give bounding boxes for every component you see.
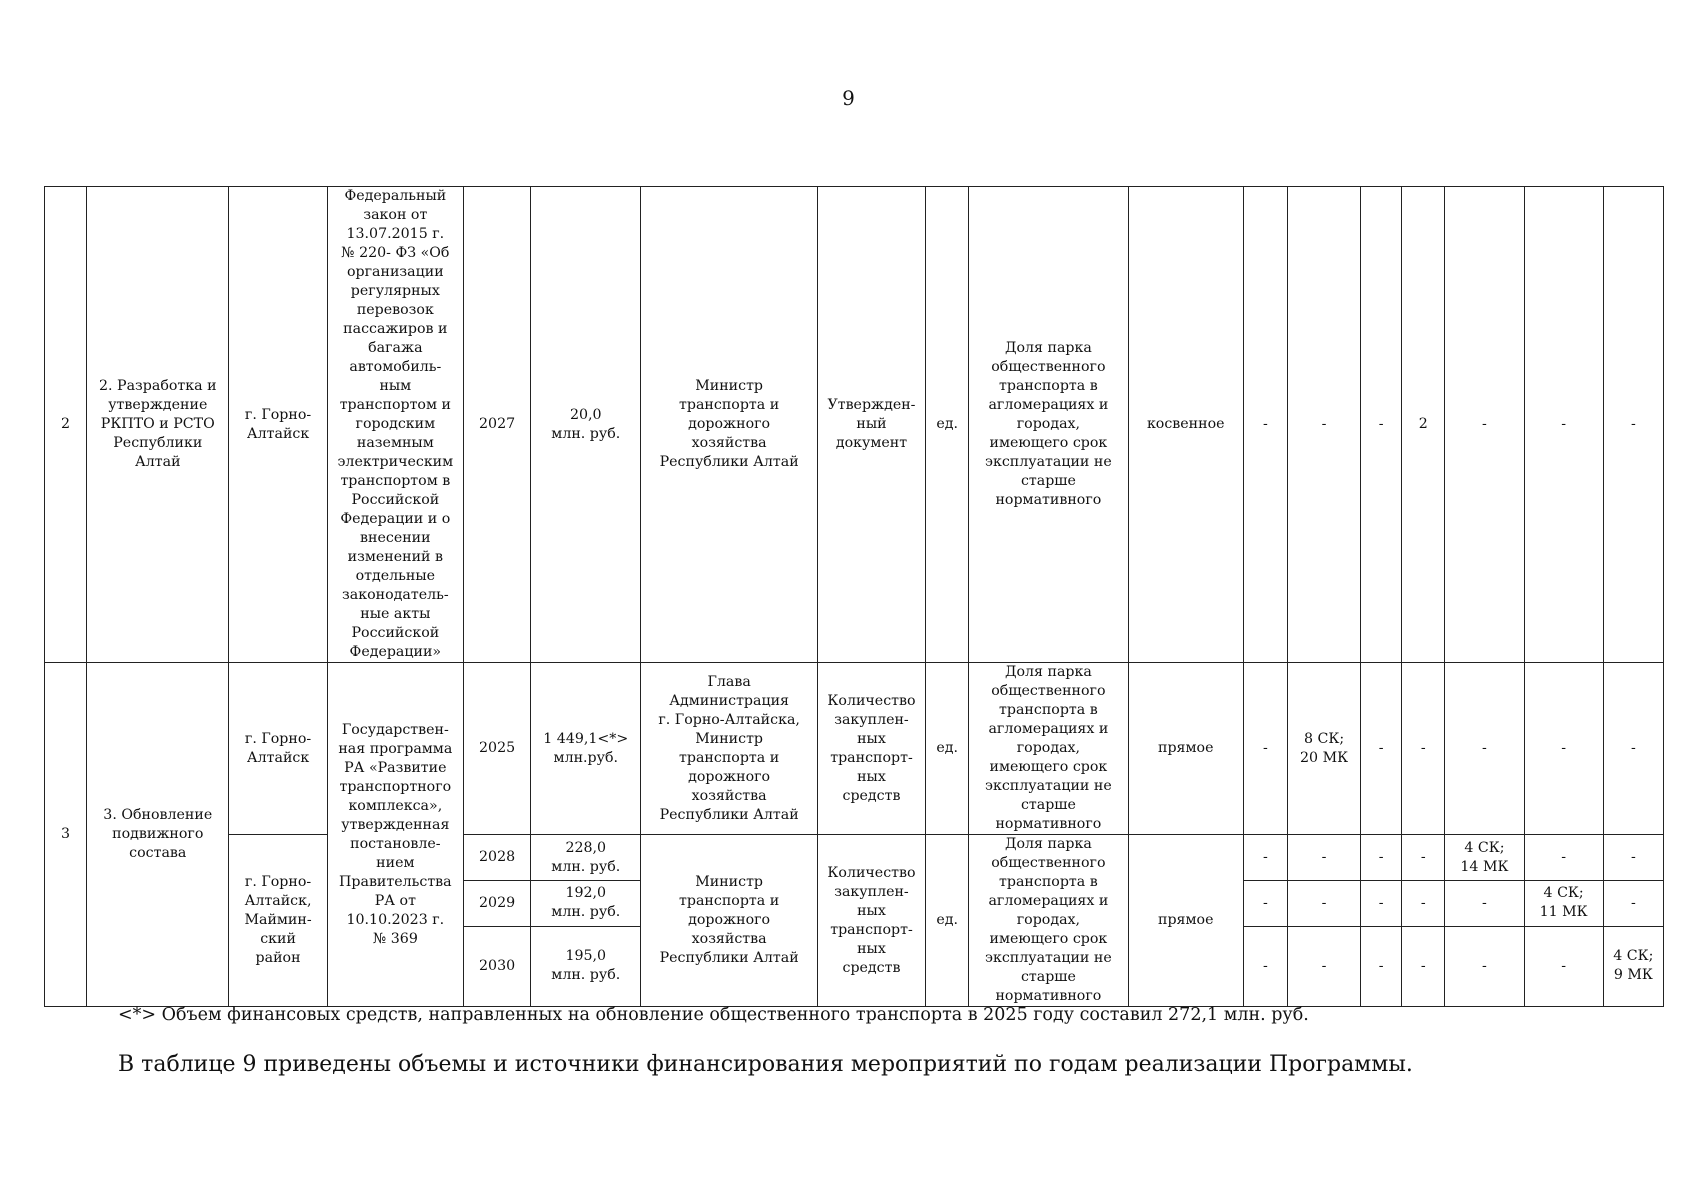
cell-value: - xyxy=(1524,663,1603,835)
cell-value: - xyxy=(1287,926,1360,1006)
cell-value: - xyxy=(1287,881,1360,926)
cell-year: 2025 xyxy=(464,663,531,835)
cell-value: - xyxy=(1402,926,1445,1006)
cell-value: - xyxy=(1287,187,1360,663)
cell-value: - xyxy=(1361,187,1402,663)
cell-value: - xyxy=(1361,835,1402,881)
cell-value: - xyxy=(1243,663,1287,835)
cell-value: - xyxy=(1603,663,1663,835)
measures-table xyxy=(44,186,1664,1007)
table-row xyxy=(45,835,1664,881)
cell-value: - xyxy=(1402,881,1445,926)
cell-value: - xyxy=(1603,881,1663,926)
cell-amount: 195,0 млн. руб. xyxy=(531,926,641,1006)
cell-effect: косвенное xyxy=(1128,187,1243,663)
cell-location: г. Горно- Алтайск, Маймин- ский район xyxy=(229,835,327,1007)
cell-value: - xyxy=(1243,881,1287,926)
cell-unit: ед. xyxy=(926,187,969,663)
cell-measure-name: 2. Разработка и утверждение РКПТО и РСТО Республики Алтай xyxy=(87,187,229,663)
cell-effect: прямое xyxy=(1128,663,1243,835)
page-number: 9 xyxy=(842,86,855,110)
cell-year: 2029 xyxy=(464,881,531,926)
cell-value: - xyxy=(1524,187,1603,663)
cell-value: - xyxy=(1361,926,1402,1006)
cell-legal-basis: Государствен- ная программа РА «Развитие транспортного комплекса», утвержденная постановле- нием Правительства РА от 10.10.2023 г. № 369 xyxy=(327,663,463,1007)
cell-value: 8 СК; 20 МК xyxy=(1287,663,1360,835)
cell-amount: 228,0 млн. руб. xyxy=(531,835,641,881)
cell-value: - xyxy=(1402,663,1445,835)
cell-value: - xyxy=(1287,835,1360,881)
cell-unit: ед. xyxy=(926,835,969,1007)
footnote: <*> Объем финансовых средств, направленных на обновление общественного транспорта в 2025 году составил 272,1 млн. руб. xyxy=(118,1005,1309,1025)
cell-value: - xyxy=(1603,187,1663,663)
cell-amount: 192,0 млн. руб. xyxy=(531,881,641,926)
cell-year: 2027 xyxy=(464,187,531,663)
cell-value: - xyxy=(1524,926,1603,1006)
cell-value: - xyxy=(1243,926,1287,1006)
cell-number: 3 xyxy=(45,663,87,1007)
cell-unit: ед. xyxy=(926,663,969,835)
cell-value: - xyxy=(1361,881,1402,926)
body-paragraph: В таблице 9 приведены объемы и источники финансирования мероприятий по годам реализации Программы. xyxy=(118,1052,1413,1077)
cell-indicator: Количество закуплен- ных транспорт- ных средств xyxy=(817,835,925,1007)
cell-value: - xyxy=(1524,835,1603,881)
cell-value: - xyxy=(1445,663,1524,835)
cell-value: - xyxy=(1361,663,1402,835)
cell-value: - xyxy=(1402,835,1445,881)
cell-responsible: Глава Администрация г. Горно-Алтайска, Министр транспорта и дорожного хозяйства Республики Алтай xyxy=(641,663,817,835)
cell-effect: прямое xyxy=(1128,835,1243,1007)
cell-value: 4 СК; 11 МК xyxy=(1524,881,1603,926)
cell-location: г. Горно- Алтайск xyxy=(229,663,327,835)
cell-value: 4 СК; 14 МК xyxy=(1445,835,1524,881)
cell-indicator: Утвержден- ный документ xyxy=(817,187,925,663)
cell-value: - xyxy=(1243,187,1287,663)
cell-target: Доля парка общественного транспорта в агломерациях и городах, имеющего срок эксплуатации не старше нормативного xyxy=(969,187,1128,663)
cell-responsible: Министр транспорта и дорожного хозяйства Республики Алтай xyxy=(641,187,817,663)
cell-measure-name: 3. Обновление подвижного состава xyxy=(87,663,229,1007)
cell-legal-basis: Федеральный закон от 13.07.2015 г. № 220- ФЗ «Об организации регулярных перевозок пассажиров и багажа автомобиль- ным транспортом и городским наземным электрическим транспортом в Российской Федерации и о внесении изменений в отдельные законодатель- ные акты Российской Федерации» xyxy=(327,187,463,663)
cell-value: 4 СК; 9 МК xyxy=(1603,926,1663,1006)
cell-value: - xyxy=(1603,835,1663,881)
cell-amount: 1 449,1<*> млн.руб. xyxy=(531,663,641,835)
cell-number: 2 xyxy=(45,187,87,663)
cell-year: 2028 xyxy=(464,835,531,881)
cell-value: - xyxy=(1445,881,1524,926)
cell-location: г. Горно- Алтайск xyxy=(229,187,327,663)
cell-target: Доля парка общественного транспорта в агломерациях и городах, имеющего срок эксплуатации не старше нормативного xyxy=(969,835,1128,1007)
cell-value: 2 xyxy=(1402,187,1445,663)
cell-responsible: Министр транспорта и дорожного хозяйства Республики Алтай xyxy=(641,835,817,1007)
cell-value: - xyxy=(1445,926,1524,1006)
cell-value: - xyxy=(1243,835,1287,881)
table-row xyxy=(45,187,1664,663)
cell-amount: 20,0 млн. руб. xyxy=(531,187,641,663)
cell-indicator: Количество закуплен- ных транспорт- ных средств xyxy=(817,663,925,835)
cell-year: 2030 xyxy=(464,926,531,1006)
cell-target: Доля парка общественного транспорта в агломерациях и городах, имеющего срок эксплуатации не старше нормативного xyxy=(969,663,1128,835)
cell-value: - xyxy=(1445,187,1524,663)
table-row xyxy=(45,663,1664,835)
